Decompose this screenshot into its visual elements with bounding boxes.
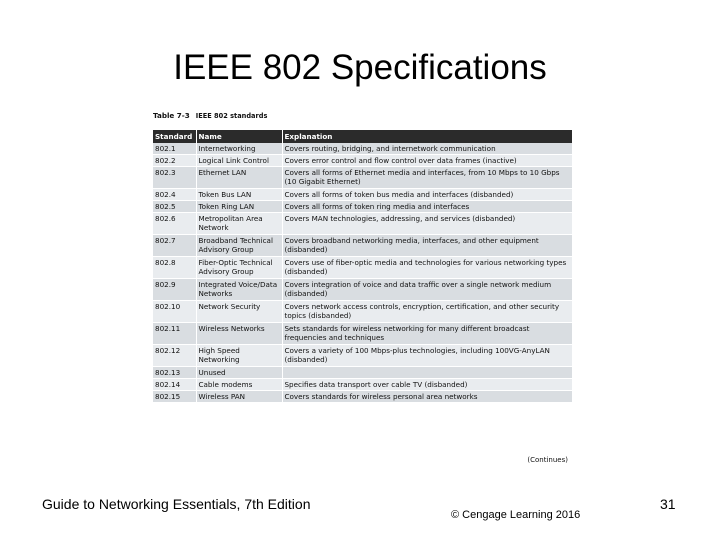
cell-explanation: Covers error control and flow control over data frames (inactive)	[282, 155, 572, 167]
cell-standard: 802.9	[153, 279, 196, 301]
table-row	[153, 189, 572, 201]
continues-label: (Continues)	[527, 456, 568, 464]
cell-name: Wireless Networks	[196, 323, 282, 345]
footer-copyright: © Cengage Learning 2016	[451, 509, 581, 521]
cell-explanation: Covers standards for wireless personal area networks	[282, 391, 572, 403]
table-caption	[153, 109, 572, 122]
cell-standard: 802.12	[153, 345, 196, 367]
header-name: Name	[196, 130, 282, 143]
cell-explanation: Covers a variety of 100 Mbps-plus technologies, including 100VG-AnyLAN (disbanded)	[282, 345, 572, 367]
cell-standard: 802.6	[153, 213, 196, 235]
table-caption-title: IEEE 802 standards	[195, 112, 268, 120]
table-row	[153, 167, 572, 189]
cell-name: Metropolitan Area Network	[196, 213, 282, 235]
table-row	[153, 379, 572, 391]
table-caption-number: Table 7-3	[153, 111, 190, 120]
table-row	[153, 345, 572, 367]
cell-standard: 802.8	[153, 257, 196, 279]
cell-name: Fiber-Optic Technical Advisory Group	[196, 257, 282, 279]
cell-standard: 802.5	[153, 201, 196, 213]
cell-name: Internetworking	[196, 143, 282, 155]
cell-standard: 802.4	[153, 189, 196, 201]
cell-explanation: Covers network access controls, encryption, certification, and other security topics (disbanded)	[282, 301, 572, 323]
cell-standard: 802.13	[153, 367, 196, 379]
table-row	[153, 155, 572, 167]
table-row	[153, 367, 572, 379]
table-row	[153, 279, 572, 301]
slide-title: IEEE 802 Specifications	[173, 48, 547, 87]
table-header-row	[153, 130, 572, 143]
cell-name: Unused	[196, 367, 282, 379]
cell-name: Integrated Voice/Data Networks	[196, 279, 282, 301]
cell-standard: 802.11	[153, 323, 196, 345]
cell-standard: 802.1	[153, 143, 196, 155]
table-row	[153, 391, 572, 403]
footer-book-title: Guide to Networking Essentials, 7th Edition	[42, 496, 311, 512]
table-row	[153, 301, 572, 323]
cell-standard: 802.3	[153, 167, 196, 189]
cell-explanation: Specifies data transport over cable TV (disbanded)	[282, 379, 572, 391]
header-explanation: Explanation	[282, 130, 572, 143]
cell-explanation: Covers MAN technologies, addressing, and services (disbanded)	[282, 213, 572, 235]
cell-standard: 802.10	[153, 301, 196, 323]
table-row	[153, 213, 572, 235]
cell-explanation: Covers integration of voice and data traffic over a single network medium (disbanded)	[282, 279, 572, 301]
table-row	[153, 323, 572, 345]
cell-explanation: Covers broadband networking media, interfaces, and other equipment (disbanded)	[282, 235, 572, 257]
cell-standard: 802.15	[153, 391, 196, 403]
cell-name: Ethernet LAN	[196, 167, 282, 189]
cell-name: Token Bus LAN	[196, 189, 282, 201]
cell-name: Cable modems	[196, 379, 282, 391]
header-standard: Standard	[153, 130, 196, 143]
cell-name: Network Security	[196, 301, 282, 323]
cell-explanation: Covers all forms of token ring media and interfaces	[282, 201, 572, 213]
table-row	[153, 201, 572, 213]
table-row	[153, 235, 572, 257]
cell-name: Token Ring LAN	[196, 201, 282, 213]
cell-explanation: Covers routing, bridging, and internetwork communication	[282, 143, 572, 155]
table-figure	[153, 109, 572, 467]
table-row	[153, 143, 572, 155]
slide-page-number: 31	[660, 496, 676, 512]
cell-explanation: Covers all forms of Ethernet media and interfaces, from 10 Mbps to 10 Gbps (10 Gigabit Ethernet)	[282, 167, 572, 189]
ieee-standards-table	[153, 130, 573, 403]
cell-explanation	[282, 367, 572, 379]
cell-name: Logical Link Control	[196, 155, 282, 167]
cell-name: High Speed Networking	[196, 345, 282, 367]
cell-explanation: Sets standards for wireless networking for many different broadcast frequencies and techniques	[282, 323, 572, 345]
cell-standard: 802.2	[153, 155, 196, 167]
cell-explanation: Covers use of fiber-optic media and technologies for various networking types (disbanded)	[282, 257, 572, 279]
cell-explanation: Covers all forms of token bus media and interfaces (disbanded)	[282, 189, 572, 201]
cell-standard: 802.7	[153, 235, 196, 257]
table-row	[153, 257, 572, 279]
cell-name: Broadband Technical Advisory Group	[196, 235, 282, 257]
cell-name: Wireless PAN	[196, 391, 282, 403]
cell-standard: 802.14	[153, 379, 196, 391]
